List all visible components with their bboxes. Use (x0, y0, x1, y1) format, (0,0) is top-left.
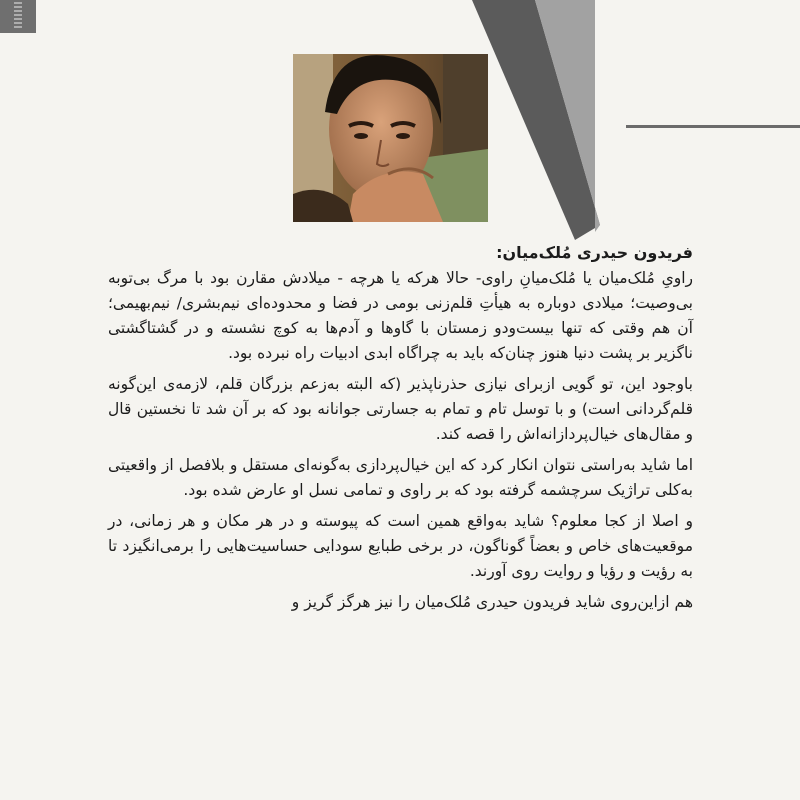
article-paragraph-1: راویِ مُلک‌میان یا مُلک‌میانِ راوی- حالا هرکه یا هرچه - میلادش مقارن بود با مرگ بی‌توبه بی‌وصیت؛ میلادی دوباره به هیأتِ قلم‌زنی بومی در فضا و محدوده‌ای نیم‌بشری/ نیم‌بهیمی؛ آن هم وقتی که تنها بیست‌ودو زمستان با گاوها و آدم‌ها به کوچ نشسته و در گشتاگشتی ناگزیر بر پشت دنیا هنوز چنان‌که باید به چراگاه ابدی ادبیات راه نبرده بود. (108, 269, 693, 362)
article-heading: فریدون حیدری مُلک‌میان: (496, 243, 693, 262)
horizontal-rule (626, 125, 800, 128)
article-paragraph-3: اما شاید به‌راستی نتوان انکار کرد که این خیال‌پردازی به‌گونه‌ای مستقل و بلافصل از واقعیتی به‌کلی تراژیک سرچشمه گرفته بود که بر راوی و تمامی نسل او عارض شده بود. (108, 456, 693, 499)
article (108, 240, 693, 621)
article-paragraph-2: باوجود این، تو گویی ازبرای نیازی حذرناپذیر (که البته به‌زعم بزرگان قلم، لازمه‌ی این‌گونه قلم‌گردانی است) و با توسل تام و تمام به جسارتی جوانانه بود که بر آن شد تا نخستین قال و مقال‌های خیال‌پردازانه‌اش را قصه کند. (108, 375, 693, 443)
article-paragraph-5: هم ازاین‌روی شاید فریدون حیدری مُلک‌میان را نیز هرگز گریز و (291, 593, 693, 611)
author-portrait-photo (293, 54, 488, 222)
article-paragraph-4: و اصلا از کجا معلوم؟ شاید به‌واقع همین است که پیوسته و در هر مکان و هر زمانی، در موقعیت‌های خاص و بعضاً گوناگون، در برخی طبایع سودایی حساسیت‌هایی را برمی‌انگیزد تا به رؤیت و رؤیا و روایت روی آورند. (108, 512, 693, 580)
author-portrait (293, 54, 488, 222)
